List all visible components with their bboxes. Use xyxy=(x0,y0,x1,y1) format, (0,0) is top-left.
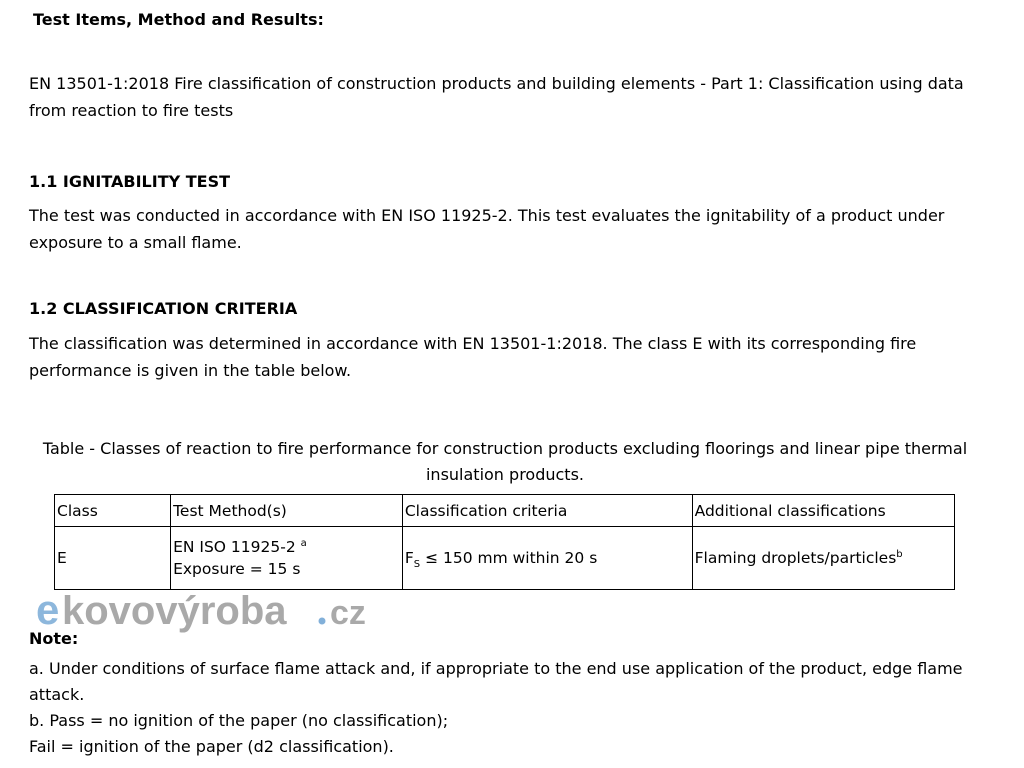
additional-classification-text: Flaming droplets/particles xyxy=(694,549,897,567)
section-1-paragraph-line-2: exposure to a small flame. xyxy=(29,233,242,252)
test-method-line-1 xyxy=(173,536,400,558)
cell-test-method xyxy=(171,527,403,590)
standard-description-line-1: EN 13501-1:2018 Fire classification of construction products and building elements - Part 1: Classification using data xyxy=(29,74,964,93)
watermark-e-letter: e xyxy=(36,586,60,633)
table-caption-line-1: Table - Classes of reaction to fire performance for construction products excluding floorings and linear pipe thermal xyxy=(42,439,968,458)
criteria-text: ≤ 150 mm within 20 s xyxy=(425,549,598,567)
section-2-paragraph-line-1: The classification was determined in accordance with EN 13501-1:2018. The class E with its corresponding fire xyxy=(29,334,917,353)
standard-description-line-2: from reaction to fire tests xyxy=(29,101,234,120)
classification-table xyxy=(54,494,955,590)
cell-additional-classifications xyxy=(692,527,954,590)
cell-class: E xyxy=(55,527,171,590)
section-heading-classification: 1.2 CLASSIFICATION CRITERIA xyxy=(29,299,298,318)
note-a-line-1: a. Under conditions of surface flame attack and, if appropriate to the end use application of the product, edge flame xyxy=(29,659,963,678)
watermark-dot xyxy=(319,618,326,625)
notes-label: Note: xyxy=(29,629,79,648)
watermark-logo xyxy=(36,584,376,640)
criteria-symbol: F xyxy=(404,549,414,567)
watermark-word: kovovýroba xyxy=(62,589,287,633)
section-1-paragraph-line-1: The test was conducted in accordance with EN ISO 11925-2. This test evaluates the ignitability of a product under xyxy=(29,206,945,225)
note-b-line-2: Fail = ignition of the paper (d2 classification). xyxy=(29,737,394,756)
watermark-tld: cz xyxy=(330,594,366,632)
table-caption-line-2: insulation products. xyxy=(425,465,584,484)
footnote-mark-b: b xyxy=(896,548,903,560)
footnote-mark-a: a xyxy=(300,537,307,549)
note-b-line-1: b. Pass = no ignition of the paper (no classification); xyxy=(29,711,449,730)
test-method-standard: EN ISO 11925-2 xyxy=(173,538,296,556)
note-a-line-2: attack. xyxy=(29,685,85,704)
table-header-row xyxy=(55,495,955,527)
criteria-subscript: S xyxy=(413,559,421,571)
header-classification-criteria: Classification criteria xyxy=(402,495,692,527)
section-heading-ignitability: 1.1 IGNITABILITY TEST xyxy=(29,172,231,191)
header-test-method: Test Method(s) xyxy=(171,495,403,527)
table-row xyxy=(55,527,955,590)
document-title: Test Items, Method and Results: xyxy=(33,10,324,29)
header-additional-classifications: Additional classifications xyxy=(692,495,954,527)
cell-classification-criteria xyxy=(402,527,692,590)
header-class: Class xyxy=(55,495,171,527)
section-2-paragraph-line-2: performance is given in the table below. xyxy=(29,361,352,380)
test-method-exposure: Exposure = 15 s xyxy=(173,560,301,578)
